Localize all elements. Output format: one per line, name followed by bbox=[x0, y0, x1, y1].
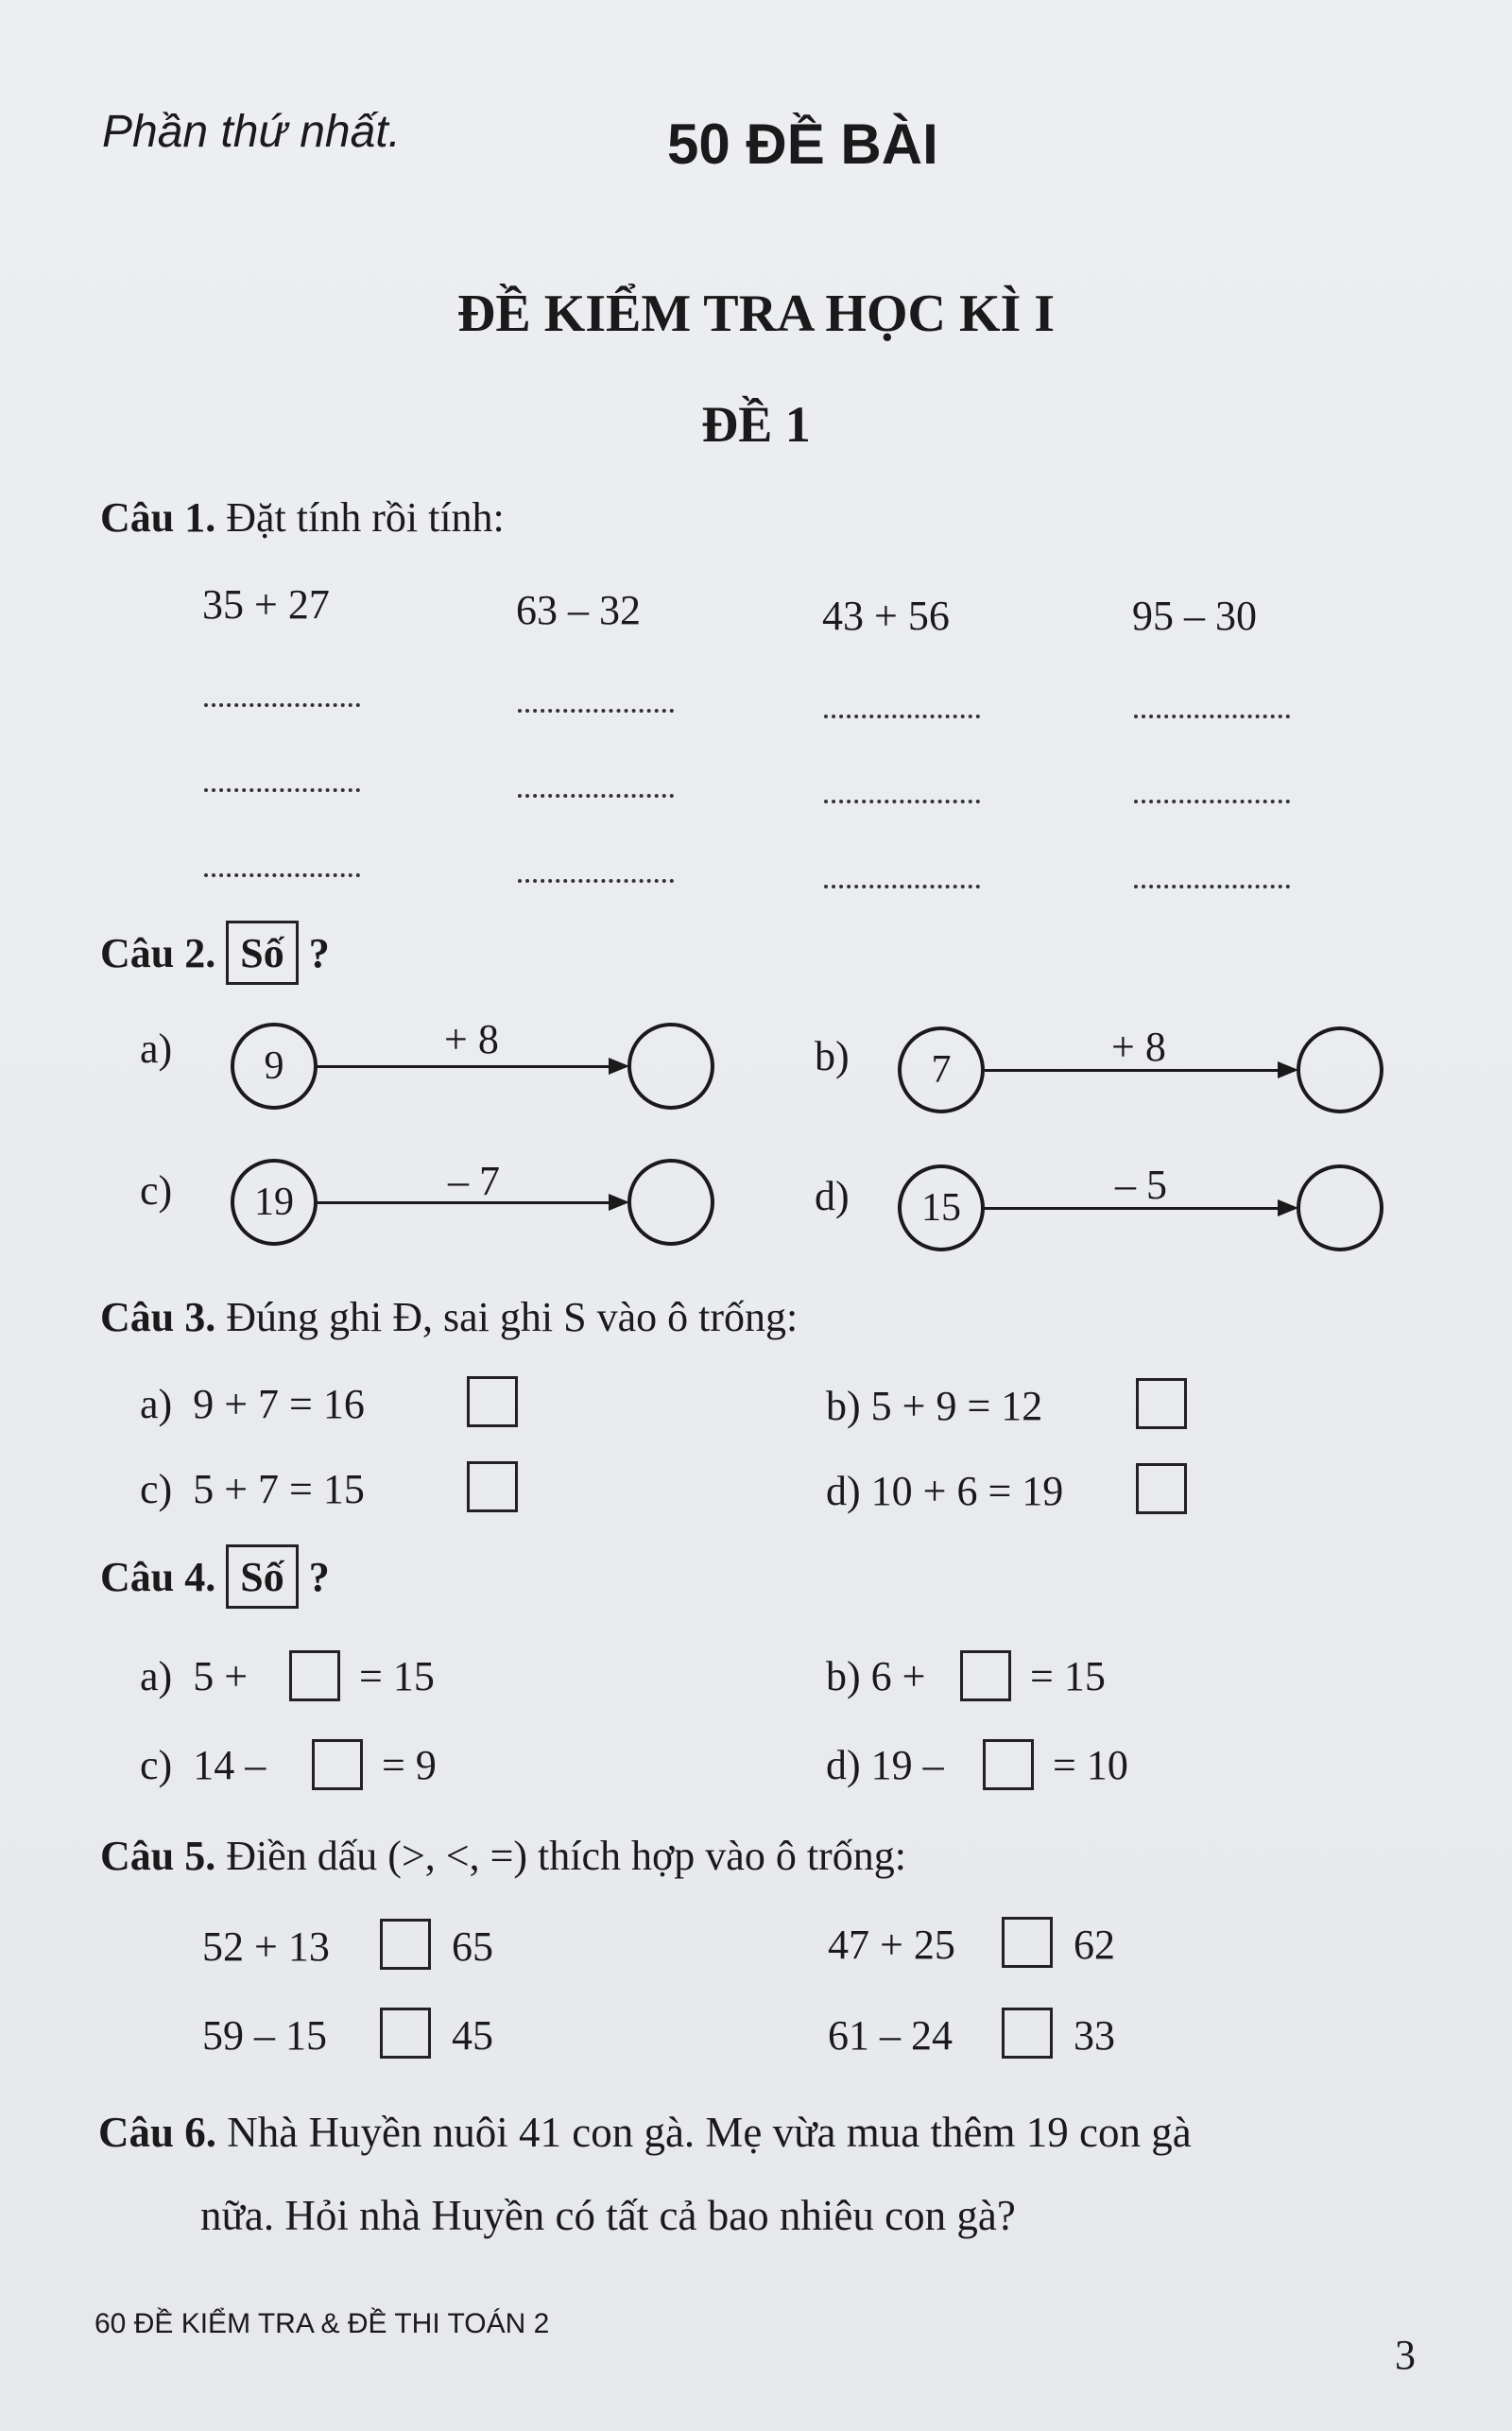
q2-start-value: 9 bbox=[264, 1044, 284, 1088]
q1-op-3: 43 + 56 bbox=[822, 593, 950, 639]
q2-letter-b: b) bbox=[815, 1033, 850, 1079]
q2-op: + 8 bbox=[1111, 1024, 1166, 1070]
q6-line-2: nữa. Hỏi nhà Huyền có tất cả bao nhiêu con gà? bbox=[200, 2192, 1016, 2239]
q3-expr: 9 + 7 = 16 bbox=[193, 1381, 365, 1427]
q1-op-2: 63 – 32 bbox=[516, 587, 641, 633]
q4-left: 14 – bbox=[193, 1742, 266, 1788]
q4-left: 5 + bbox=[193, 1653, 249, 1699]
q1-answer-line[interactable] bbox=[204, 873, 360, 877]
q3-letter: c) bbox=[140, 1466, 173, 1512]
q3-letter: b) bbox=[826, 1383, 861, 1429]
q5-answer-box[interactable] bbox=[380, 1919, 431, 1970]
q2-letter-c: c) bbox=[140, 1167, 173, 1214]
q2-start-circle bbox=[898, 1164, 985, 1251]
q2-label: Câu 2. bbox=[100, 930, 216, 976]
part-title: 50 ĐỀ BÀI bbox=[667, 112, 938, 176]
q4-letter: b) bbox=[826, 1653, 861, 1699]
q4-left: 19 – bbox=[870, 1742, 944, 1788]
page-number: 3 bbox=[1395, 2332, 1416, 2378]
part-label: Phần thứ nhất. bbox=[102, 107, 401, 157]
q3-label: Câu 3. bbox=[100, 1294, 216, 1340]
q2-result-circle[interactable] bbox=[627, 1159, 714, 1246]
exam-title: ĐỀ KIỂM TRA HỌC KÌ I bbox=[456, 284, 1056, 343]
q1-answer-line[interactable] bbox=[518, 709, 674, 713]
q4-line bbox=[100, 1544, 330, 1609]
q2-question-mark: ? bbox=[308, 930, 330, 976]
q4-letter: a) bbox=[140, 1653, 173, 1699]
q4-right: = 9 bbox=[382, 1742, 437, 1788]
q2-result-circle[interactable] bbox=[1297, 1164, 1383, 1251]
q1-answer-line[interactable] bbox=[204, 703, 360, 707]
q4-answer-box[interactable] bbox=[960, 1650, 1011, 1701]
arrow-right-icon bbox=[318, 1065, 626, 1068]
q4-right: = 15 bbox=[359, 1653, 435, 1699]
q3-expr: 10 + 6 = 19 bbox=[870, 1468, 1064, 1514]
q5-left: 47 + 25 bbox=[828, 1922, 955, 1968]
exam-number: ĐỀ 1 bbox=[701, 396, 811, 453]
q5-answer-box[interactable] bbox=[1002, 1917, 1053, 1968]
q2-start-value: 19 bbox=[254, 1181, 294, 1224]
q4-item-b bbox=[826, 1652, 925, 1700]
q4-answer-box[interactable] bbox=[289, 1650, 340, 1701]
q2-line bbox=[100, 921, 330, 985]
q2-so-box: Số bbox=[226, 921, 298, 985]
q4-letter: d) bbox=[826, 1742, 861, 1788]
q1-answer-line[interactable] bbox=[824, 715, 980, 718]
q3-answer-box[interactable] bbox=[1136, 1463, 1187, 1514]
q5-text: Điền dấu (>, <, =) thích hợp vào ô trống: bbox=[226, 1833, 906, 1879]
q5-left: 61 – 24 bbox=[828, 2012, 953, 2059]
q6-line-1 bbox=[98, 2108, 1192, 2157]
q3-item-a bbox=[140, 1380, 365, 1428]
q4-answer-box[interactable] bbox=[312, 1739, 363, 1790]
q3-text: Đúng ghi Đ, sai ghi S vào ô trống: bbox=[226, 1294, 799, 1340]
q1-label: Câu 1. bbox=[100, 494, 216, 541]
q2-op: + 8 bbox=[444, 1016, 499, 1062]
q1-op-1: 35 + 27 bbox=[202, 581, 330, 628]
q2-start-value: 15 bbox=[921, 1186, 961, 1230]
q2-letter-d: d) bbox=[815, 1173, 850, 1219]
q1-text: Đặt tính rồi tính: bbox=[226, 494, 505, 541]
q3-letter: d) bbox=[826, 1468, 861, 1514]
q2-start-value: 7 bbox=[931, 1048, 952, 1092]
q5-right: 45 bbox=[452, 2012, 493, 2059]
q1-answer-line[interactable] bbox=[518, 879, 674, 883]
q3-item-d bbox=[826, 1467, 1063, 1515]
q1-answer-line[interactable] bbox=[518, 794, 674, 798]
q4-item-c bbox=[140, 1741, 266, 1789]
q5-right: 62 bbox=[1074, 1922, 1115, 1968]
q1-answer-line[interactable] bbox=[1134, 715, 1290, 718]
q5-left: 52 + 13 bbox=[202, 1923, 330, 1970]
q4-letter: c) bbox=[140, 1742, 173, 1788]
q6-label: Câu 6. bbox=[98, 2109, 217, 2156]
q2-letter-a: a) bbox=[140, 1026, 173, 1072]
q4-item-a bbox=[140, 1652, 248, 1700]
q6-text-1: Nhà Huyền nuôi 41 con gà. Mẹ vừa mua thêm 19 con gà bbox=[227, 2109, 1192, 2156]
q2-result-circle[interactable] bbox=[627, 1023, 714, 1110]
q3-answer-box[interactable] bbox=[467, 1461, 518, 1512]
q1-op-4: 95 – 30 bbox=[1132, 593, 1257, 639]
q1-answer-line[interactable] bbox=[824, 800, 980, 803]
q4-question-mark: ? bbox=[308, 1554, 330, 1600]
q2-op: – 7 bbox=[448, 1158, 500, 1204]
q4-right: = 10 bbox=[1053, 1742, 1128, 1788]
q5-answer-box[interactable] bbox=[1002, 2008, 1053, 2059]
q4-answer-box[interactable] bbox=[983, 1739, 1034, 1790]
book-title-footer: 60 ĐỀ KIỂM TRA & ĐỀ THI TOÁN 2 bbox=[94, 2308, 550, 2339]
q1-answer-line[interactable] bbox=[1134, 885, 1290, 888]
q3-line bbox=[100, 1293, 798, 1341]
q5-answer-box[interactable] bbox=[380, 2008, 431, 2059]
q1-answer-line[interactable] bbox=[204, 788, 360, 792]
q5-label: Câu 5. bbox=[100, 1833, 216, 1879]
q4-so-box: Số bbox=[226, 1544, 298, 1609]
q4-right: = 15 bbox=[1030, 1653, 1106, 1699]
q5-right: 33 bbox=[1074, 2012, 1115, 2059]
q3-item-c bbox=[140, 1465, 365, 1513]
q4-item-d bbox=[826, 1741, 944, 1789]
q3-item-b bbox=[826, 1382, 1042, 1430]
q2-start-circle bbox=[231, 1023, 318, 1110]
q3-letter: a) bbox=[140, 1381, 173, 1427]
q4-left: 6 + bbox=[870, 1653, 926, 1699]
q3-expr: 5 + 7 = 15 bbox=[193, 1466, 365, 1512]
q2-start-circle bbox=[898, 1026, 985, 1113]
q4-label: Câu 4. bbox=[100, 1554, 216, 1600]
q3-expr: 5 + 9 = 12 bbox=[870, 1383, 1043, 1429]
q2-result-circle[interactable] bbox=[1297, 1026, 1383, 1113]
q3-answer-box[interactable] bbox=[1136, 1378, 1187, 1429]
q2-start-circle bbox=[231, 1159, 318, 1246]
q5-left: 59 – 15 bbox=[202, 2012, 327, 2059]
q3-answer-box[interactable] bbox=[467, 1376, 518, 1427]
q5-right: 65 bbox=[452, 1923, 493, 1970]
q2-op: – 5 bbox=[1115, 1162, 1167, 1208]
q1-answer-line[interactable] bbox=[1134, 800, 1290, 803]
q1-answer-line[interactable] bbox=[824, 885, 980, 888]
q1-line bbox=[100, 493, 505, 542]
q5-line bbox=[100, 1832, 906, 1880]
